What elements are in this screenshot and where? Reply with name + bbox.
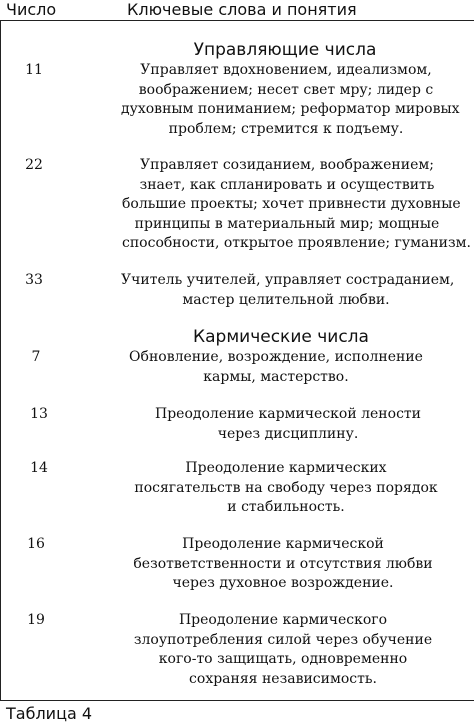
row-number-16: 16: [27, 536, 45, 552]
row-number-19: 19: [27, 612, 45, 628]
header-keywords: Ключевые слова и понятия: [127, 0, 357, 19]
row-number-22: 22: [25, 157, 43, 173]
row-number-13: 13: [30, 406, 48, 422]
row-desc-14: Преодоление кармических посягательств на свободу через порядок и стабильность.: [134, 460, 438, 515]
row-number-11: 11: [25, 62, 43, 78]
row-desc-11: Управляет вдохновением, идеализмом, воображением; несет свет мру; лидер с духовным пониманием; реформатор мировых проблем; стремится к подъему.: [121, 62, 460, 137]
table-bottom-border: [0, 700, 474, 701]
left-border: [0, 20, 1, 700]
section-title-karmic: Кармические числа: [193, 327, 369, 347]
header-divider: [0, 20, 474, 21]
section-title-governing: Управляющие числа: [193, 40, 377, 60]
row-number-14: 14: [30, 460, 48, 476]
row-number-33: 33: [25, 272, 43, 288]
table-caption: Таблица 4: [6, 704, 93, 723]
row-desc-16: Преодоление кармической безответственности и отсутствия любви через духовное возрождение.: [133, 536, 433, 591]
row-desc-19: Преодоление кармического злоупотребления силой через обучение кого-то защищать, одновременно сохраняя независимость.: [133, 612, 433, 687]
header-number: Число: [6, 0, 57, 19]
row-desc-33: Учитель учителей, управляет состраданием, мастер целительной любви.: [121, 272, 455, 308]
row-desc-13: Преодоление кармической лености через дисциплину.: [155, 406, 421, 442]
row-desc-7: Обновление, возрождение, исполнение кармы, мастерство.: [129, 349, 423, 385]
row-number-7: 7: [31, 349, 41, 365]
row-desc-22: Управляет созиданием, воображением; знает, как спланировать и осуществить большие проекты; хочет привнести духовные принципы в материальный мир; мощные способности, открытое проявление; гуманизм.: [122, 157, 471, 251]
